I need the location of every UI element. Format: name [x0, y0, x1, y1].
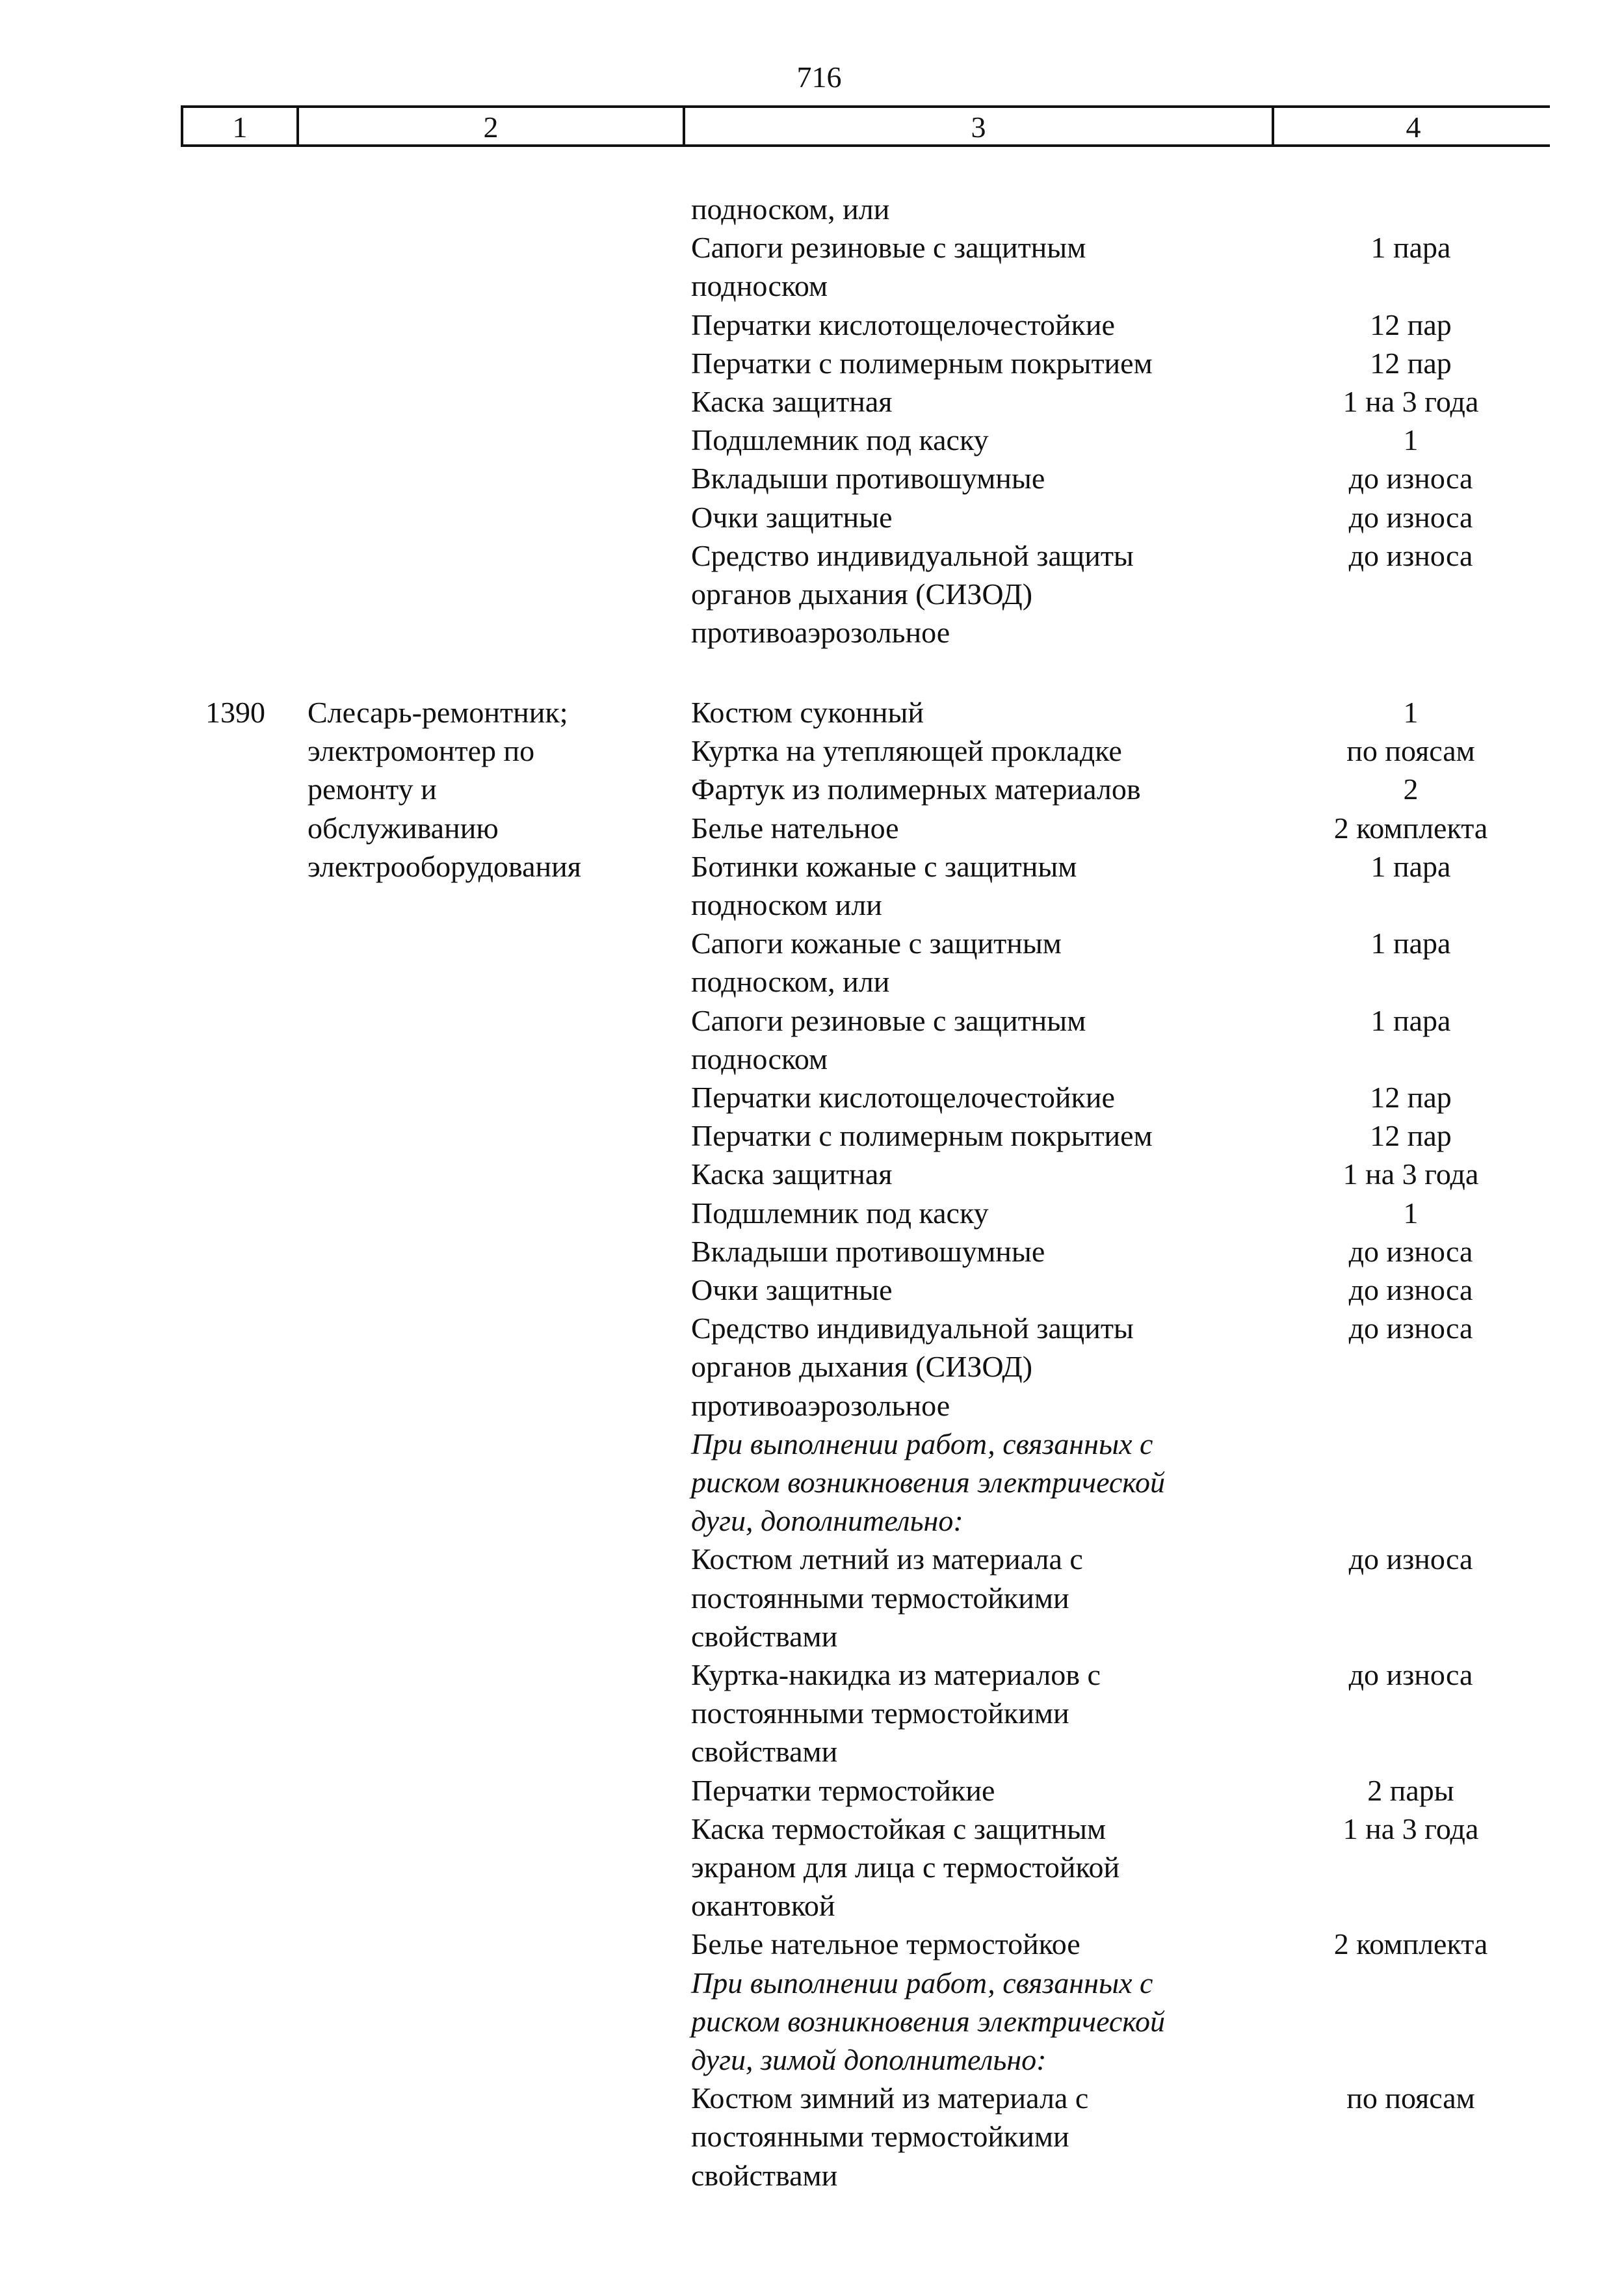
entry-item-quantity: 1 на 3 года	[1342, 1812, 1479, 1845]
entry-item-quantity: по поясам	[1346, 2081, 1475, 2115]
entry-item-name: Сапоги резиновые с защитным	[691, 1003, 1086, 1037]
entry-item-quantity: до износа	[1348, 1658, 1473, 1691]
entry-item-quantity: 2	[1403, 772, 1419, 806]
entry-item-quantity: 1	[1403, 696, 1419, 729]
entry-note-line: риском возникновения электрической	[691, 1466, 1166, 1499]
entry-item-quantity: до износа	[1348, 1234, 1473, 1268]
entry-item-name: окантовкой	[691, 1889, 835, 1923]
entry-item-name: органов дыхания (СИЗОД)	[691, 1350, 1033, 1384]
entry-item-name: Каска термостойкая с защитным	[691, 1812, 1107, 1845]
entry-item-name: постоянными термостойкими	[691, 1581, 1069, 1615]
entry-item-quantity: 2 комплекта	[1333, 1927, 1488, 1961]
entry-item-quantity: 2 пары	[1367, 1773, 1454, 1807]
continued-item-name: Вкладыши противошумные	[691, 462, 1045, 495]
continued-item-quantity: 12 пар	[1370, 346, 1452, 380]
entry-item-name: постоянными термостойкими	[691, 2120, 1069, 2154]
entry-note-line: При выполнении работ, связанных с	[691, 1427, 1153, 1460]
continued-item-name: Перчатки с полимерным покрытием	[691, 346, 1153, 380]
entry-item-name: Куртка на утепляющей прокладке	[691, 734, 1122, 768]
entry-item-name: подноском, или	[691, 965, 890, 999]
entry-item-quantity: 1 пара	[1370, 849, 1451, 883]
entry-item-quantity: 1 на 3 года	[1342, 1157, 1479, 1191]
entry-item-quantity: до износа	[1348, 1312, 1473, 1345]
entry-item-name: экраном для лица с термостойкой	[691, 1851, 1120, 1884]
entry-item-name: Подшлемник под каску	[691, 1196, 989, 1230]
column-header-4: 4	[1406, 111, 1421, 144]
entry-note-line: риском возникновения электрической	[691, 2004, 1166, 2038]
continued-item-quantity: 1 на 3 года	[1342, 385, 1479, 418]
continued-item-name: противоаэрозольное	[691, 616, 950, 650]
entry-item-name: Вкладыши противошумные	[691, 1234, 1045, 1268]
entry-item-name: Перчатки термостойкие	[691, 1773, 995, 1807]
entry-item-name: свойствами	[691, 2158, 838, 2192]
entry-number: 1390	[205, 696, 265, 729]
continued-item-quantity: 1 пара	[1370, 231, 1451, 265]
entry-item-name: Каска защитная	[691, 1157, 893, 1191]
continued-item-quantity: 1	[1403, 423, 1419, 457]
entry-item-quantity: 1	[1403, 1196, 1419, 1230]
entry-item-name: Белье нательное термостойкое	[691, 1927, 1080, 1961]
entry-item-name: Перчатки кислотощелочестойкие	[691, 1081, 1115, 1114]
entry-item-quantity: 12 пар	[1370, 1119, 1452, 1153]
entry-item-name: Сапоги кожаные с защитным	[691, 927, 1062, 960]
entry-note-line: При выполнении работ, связанных с	[691, 1966, 1153, 1999]
entry-item-quantity: по поясам	[1346, 734, 1475, 768]
entry-item-name: Куртка-накидка из материалов с	[691, 1658, 1101, 1691]
entry-item-quantity: до износа	[1348, 1273, 1473, 1306]
entry-item-name: Средство индивидуальной защиты	[691, 1312, 1134, 1345]
entry-item-quantity: 1 пара	[1370, 1003, 1451, 1037]
continued-item-name: Перчатки кислотощелочестойкие	[691, 308, 1115, 341]
profession-line: электромонтер по	[308, 734, 535, 768]
entry-item-name: свойствами	[691, 1619, 838, 1653]
profession-line: электрооборудования	[308, 849, 581, 883]
entry-item-name: подноском	[691, 1042, 828, 1075]
profession-line: обслуживанию	[308, 811, 499, 845]
entry-item-name: Ботинки кожаные с защитным	[691, 849, 1077, 883]
entry-item-name: Фартук из полимерных материалов	[691, 772, 1141, 806]
column-header-1: 1	[183, 108, 299, 144]
entry-item-quantity: 12 пар	[1370, 1081, 1452, 1114]
entry-item-quantity: 1 пара	[1370, 927, 1451, 960]
entry-note-line: дуги, дополнительно:	[691, 1504, 963, 1538]
entry-item-name: Костюм летний из материала с	[691, 1542, 1083, 1576]
continued-item-quantity: до износа	[1348, 500, 1473, 534]
continued-item-quantity: 12 пар	[1370, 308, 1452, 341]
continued-item-quantity: до износа	[1348, 538, 1473, 572]
entry-item-name: подноском или	[691, 888, 882, 921]
continued-item-name: органов дыхания (СИЗОД)	[691, 577, 1033, 611]
entry-item-name: Костюм суконный	[691, 696, 924, 729]
profession-line: Слесарь-ремонтник;	[308, 696, 568, 729]
continued-item-name: Очки защитные	[691, 500, 893, 534]
profession-line: ремонту и	[308, 772, 437, 806]
entry-item-name: Белье нательное	[691, 811, 899, 845]
entry-item-name: Очки защитные	[691, 1273, 893, 1306]
continued-item-name: подноском	[691, 269, 828, 303]
continued-item-name: Подшлемник под каску	[691, 423, 989, 457]
entry-item-quantity: 2 комплекта	[1333, 811, 1488, 845]
page-number: 716	[796, 60, 842, 94]
entry-item-quantity: до износа	[1348, 1542, 1473, 1576]
column-header-3: 3	[685, 108, 1274, 144]
entry-item-name: свойствами	[691, 1735, 838, 1769]
entry-item-name: Перчатки с полимерным покрытием	[691, 1119, 1153, 1153]
entry-note-line: дуги, зимой дополнительно:	[691, 2043, 1047, 2076]
continued-item-name: Каска защитная	[691, 385, 893, 418]
entry-item-name: постоянными термостойкими	[691, 1696, 1069, 1730]
entry-item-name: противоаэрозольное	[691, 1388, 950, 1422]
continued-item-name: Средство индивидуальной защиты	[691, 538, 1134, 572]
continued-item-name: подноском, или	[691, 192, 890, 226]
continued-item-quantity: до износа	[1348, 462, 1473, 495]
continued-item-name: Сапоги резиновые с защитным	[691, 231, 1086, 265]
column-header-2: 2	[299, 108, 685, 144]
entry-item-name: Костюм зимний из материала с	[691, 2081, 1089, 2115]
column-header-row	[181, 105, 1550, 147]
